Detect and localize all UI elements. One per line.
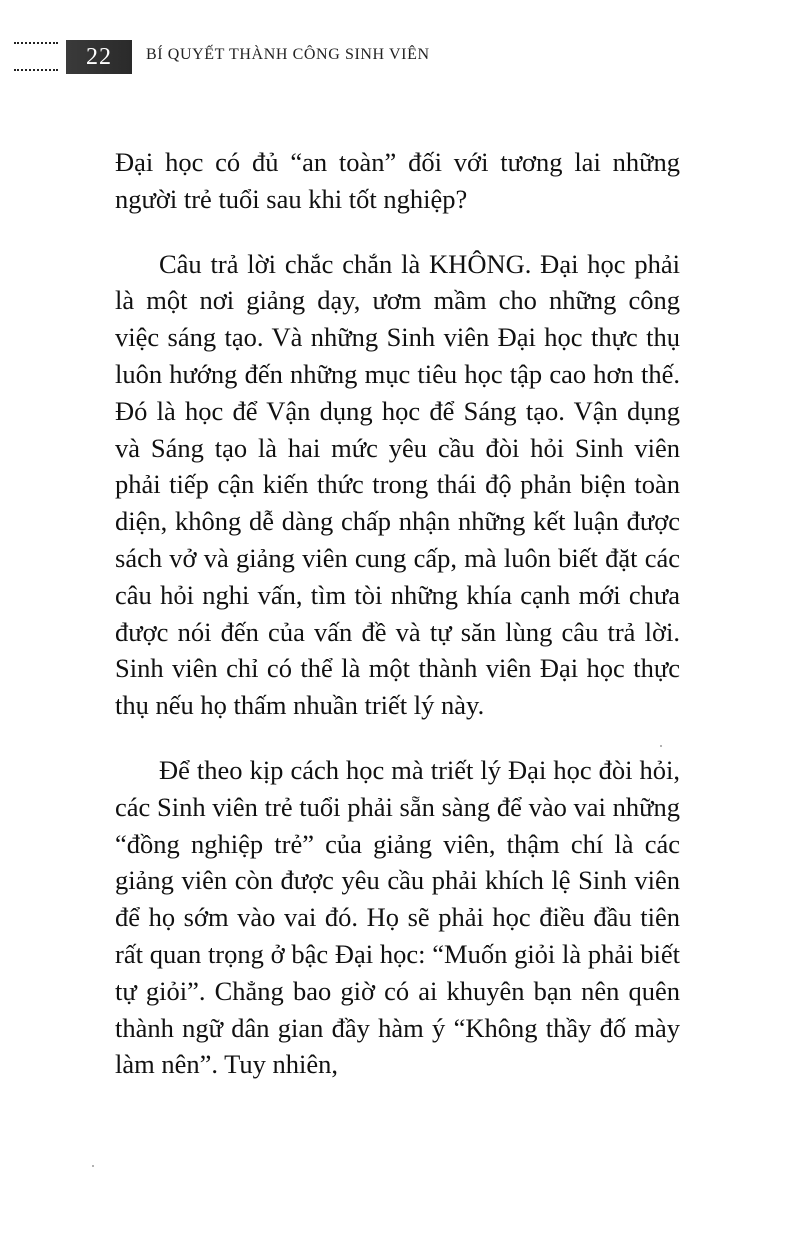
scan-speck: [660, 745, 662, 747]
decorative-dots-bottom: [14, 69, 58, 71]
page-number: 22: [66, 40, 132, 74]
running-title: BÍ QUYẾT THÀNH CÔNG SINH VIÊN: [146, 46, 430, 63]
paragraph-question: Đại học có đủ “an toàn” đối với tương lai những người trẻ tuổi sau khi tốt nghiệp?: [115, 147, 680, 214]
decorative-dots-top: [14, 42, 58, 44]
paragraph-learning: Để theo kịp cách học mà triết lý Đại học đòi hỏi, các Sinh viên trẻ tuổi phải sẵn sàng để vào vai những “đồng nghiệp trẻ” của giảng viên, thậm chí là các giảng viên còn được yêu cầu phải khích lệ Sinh viên để họ sớm vào vai đó. Họ sẽ phải học điều đầu tiên rất quan trọng ở bậc Đại học: “Muốn giỏi là phải biết tự giỏi”. Chẳng bao giờ có ai khuyên bạn nên quên thành ngữ dân gian đầy hàm ý “Không thầy đố mày làm nên”. Tuy nhiên,: [115, 754, 680, 1080]
paragraph-answer: Câu trả lời chắc chắn là KHÔNG. Đại học phải là một nơi giảng dạy, ươm mầm cho những công việc sáng tạo. Và những Sinh viên Đại học thực thụ luôn hướng đến những mục tiêu học tập cao hơn thế. Đó là học để Vận dụng học để Sáng tạo. Vận dụng và Sáng tạo là hai mức yêu cầu đòi hỏi Sinh viên phải tiếp cận kiến thức trong thái độ phản biện toàn diện, không dễ dàng chấp nhận những kết luận được sách vở và giảng viên cung cấp, mà luôn biết đặt các câu hỏi nghi vấn, tìm tòi những khía cạnh mới chưa được nói đến của vấn đề và tự săn lùng câu trả lời. Sinh viên chỉ có thể là một thành viên Đại học thực thụ nếu họ thấm nhuần triết lý này.: [115, 248, 680, 721]
running-header: [0, 40, 800, 74]
page-body: [115, 144, 680, 1111]
scan-speck: [92, 1165, 94, 1167]
